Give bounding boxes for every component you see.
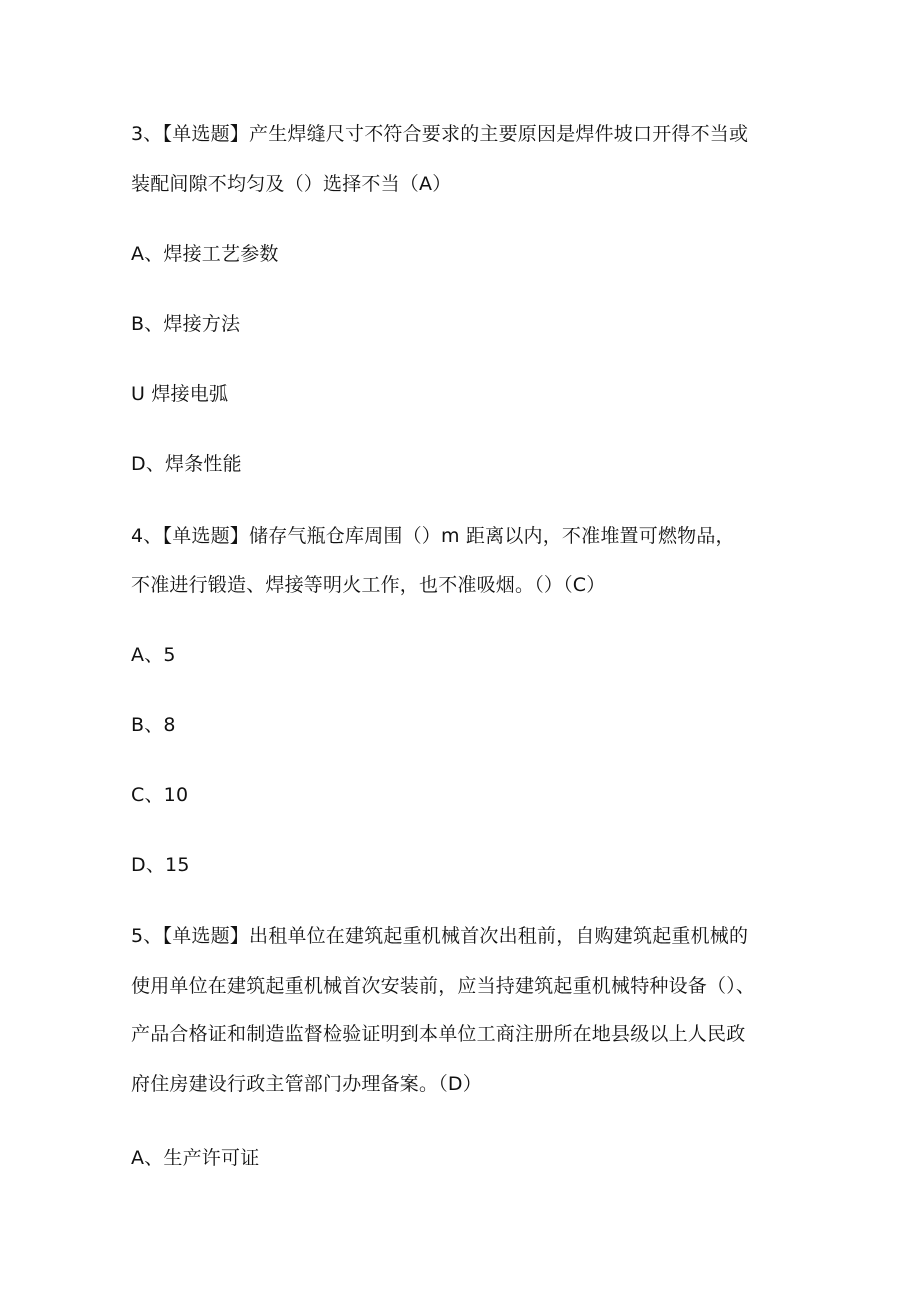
question-4-option-d: D、15: [131, 854, 190, 876]
question-3-option-c: U 焊接电弧: [131, 383, 229, 405]
question-4-stem-line-1: 4、【单选题】储存气瓶仓库周围（）m 距离以内，不准堆置可燃物品，: [131, 525, 735, 547]
question-5-stem-line-3: 产品合格证和制造监督检验证明到本单位工商注册所在地县级以上人民政: [131, 1023, 746, 1045]
question-3-option-b: B、焊接方法: [131, 313, 241, 335]
question-3-stem-line-1: 3、【单选题】产生焊缝尺寸不符合要求的主要原因是焊件坡口开得不当或: [131, 123, 749, 145]
question-5-option-a: A、生产许可证: [131, 1147, 260, 1169]
question-5-stem-line-1: 5、【单选题】出租单位在建筑起重机械首次出租前，自购建筑起重机械的: [131, 925, 749, 947]
question-3-option-a: A、焊接工艺参数: [131, 243, 279, 265]
question-4-option-a: A、5: [131, 644, 176, 666]
question-4-stem-line-2: 不准进行锻造、焊接等明火工作，也不准吸烟。（）（C）: [131, 574, 606, 596]
question-4-option-c: C、10: [131, 784, 189, 806]
question-4-option-b: B、8: [131, 714, 176, 736]
question-3-stem-line-2: 装配间隙不均匀及（）选择不当（A）: [131, 173, 452, 195]
question-5-stem-line-4: 府住房建设行政主管部门办理备案。（D）: [131, 1073, 482, 1095]
question-3-option-d: D、焊条性能: [131, 453, 242, 475]
question-5-stem-line-2: 使用单位在建筑起重机械首次安装前，应当持建筑起重机械特种设备（）、: [131, 975, 756, 997]
